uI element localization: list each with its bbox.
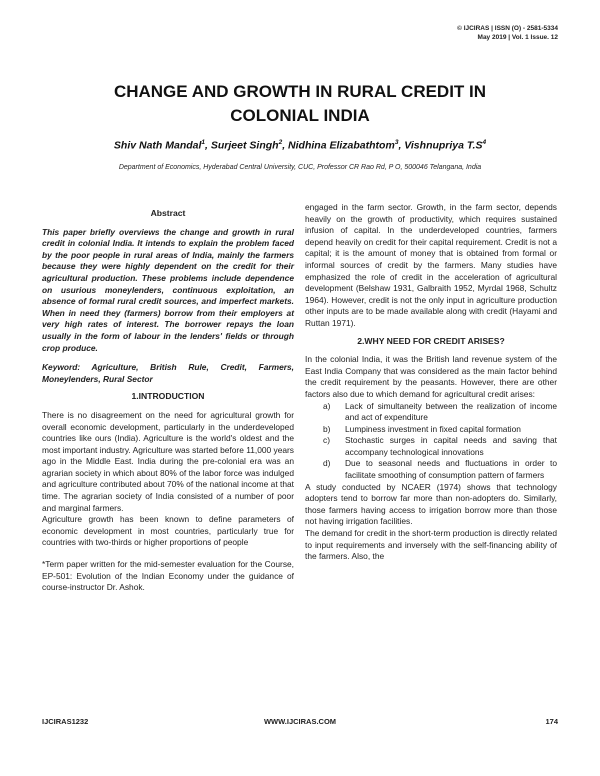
footnote: *Term paper written for the mid-semester evaluation for the Course, EP-501: Evolution of the Indian Economy under the guidance of course-instructor Dr. Ashok.	[42, 559, 294, 593]
right-paragraph-1: engaged in the farm sector. Growth, in the farm sector, depends heavily on the growth of productivity, which requires sustained infusion of capital. In the underdeveloped countries, farmers depend heavily on credit for their capital requirement. Credit is not a capital; it is the amount of money that is obtained from formal or informal sources of credit by the farmers. Many studies have emphasized the role of credit in the acceleration of agricultural development (Belshaw 1931, Galbraith 1952, Myrdal 1968, Schultz 1964). However, credit is not the only input in agriculture production other inputs are to be made available along with credit (Hayami and Ruttan 1971).	[305, 202, 557, 328]
author-sup: 2	[278, 139, 283, 146]
paper-id: IJCIRAS1232	[42, 717, 89, 726]
list-item	[317, 458, 557, 481]
intro-paragraph-2: Agriculture growth has been known to define parameters of economic development in most countries, particularly true for countries with two-thirds or higher proportions of people	[42, 514, 294, 548]
list-letter: a)	[323, 400, 331, 411]
journal-issn: © IJCIRAS | ISSN (O) - 2581-5334	[457, 25, 558, 32]
keywords: Keyword: Agriculture, British Rule, Credit, Farmers, Moneylenders, Rural Sector	[42, 362, 294, 384]
title-line-2: COLONIAL INDIA	[230, 106, 370, 125]
abstract-text: This paper briefly overviews the change and growth in rural credit in colonial India. It intends to explain the problem faced by the poor people in rural areas of India, mainly the farmers because they were highly dependent on the credit for their agricultural production. These problems include dependence on usurious moneylenders, continuous exploitation, an absence of formal rural credit sources, and imperfect markets. When in need they (farmers) borrow from their employers at very high rates of interest. The borrower repays the loan usually in the form of labour in the lenders' fields or through crop produce.	[42, 226, 294, 353]
list-letter: b)	[323, 423, 331, 434]
abstract-heading: Abstract	[150, 208, 186, 218]
journal-info	[457, 24, 558, 42]
list-text: Due to seasonal needs and fluctuations in order to facilitate smoothing of consumption pattern of farmers	[345, 458, 557, 481]
page-footer	[42, 717, 558, 729]
author-name: Shiv Nath Mandal	[113, 139, 202, 152]
intro-heading: 1.INTRODUCTION	[131, 391, 205, 402]
right-column	[305, 202, 557, 563]
right-paragraph-2: In the colonial India, it was the British land revenue system of the East India Company that was considered as the main factor behind the credit requirement by the peasants. However, there are other factors also due to which demand for agricultural credit arises:	[305, 354, 557, 399]
author-sup: 4	[482, 139, 487, 146]
author-name: Vishnupriya T.S	[404, 139, 483, 152]
right-paragraph-4: The demand for credit in the short-term production is directly related to input requirements and inversely with the self-financing ability of the farmers. Also, the	[305, 528, 557, 562]
list-item	[317, 435, 557, 458]
list-item	[317, 401, 557, 424]
list-item	[317, 424, 557, 436]
author-sup: 1	[201, 139, 206, 146]
page-number: 174	[545, 717, 558, 726]
author-sep: ,	[282, 139, 289, 152]
list-text: Lumpiness investment in fixed capital formation	[345, 423, 521, 434]
credit-causes-list	[305, 401, 557, 482]
list-text: Lack of simultaneity between the realization of income and act of expenditure	[345, 400, 557, 423]
website-link[interactable]: WWW.IJCIRAS.COM	[263, 717, 337, 726]
author-name: Surjeet Singh	[210, 139, 279, 152]
author-name: Nidhina Elizabathtom	[288, 139, 395, 152]
journal-issue: May 2019 | Vol. 1 Issue. 12	[477, 34, 558, 41]
list-letter: d)	[323, 458, 331, 469]
author-sep: ,	[205, 139, 211, 152]
author-list	[40, 139, 560, 152]
left-column	[42, 202, 294, 594]
paper-title	[40, 80, 560, 128]
author-sup: 3	[394, 139, 399, 146]
list-text: Stochastic surges in capital needs and saving that accompany technological innovations	[345, 435, 557, 457]
title-line-1: CHANGE AND GROWTH IN RURAL CREDIT IN	[113, 82, 487, 101]
list-letter: c)	[323, 435, 330, 446]
right-paragraph-3: A study conducted by NCAER (1974) shows that technology adopters tend to borrow far more than non-adopters do. Similarly, those farmers having access to irrigation borrow more than those not having irrigation facilities.	[305, 481, 557, 527]
affiliation: Department of Economics, Hyderabad Central University, CUC, Professor CR Rao Rd, P O, 500046 Telangana, India	[118, 164, 482, 171]
author-sep: ,	[398, 139, 405, 152]
section2-heading: 2.WHY NEED FOR CREDIT ARISES?	[357, 335, 505, 346]
intro-paragraph-1: There is no disagreement on the need for agricultural growth for overall economic development, particularly in the underdeveloped countries like ours (India). Agriculture is the world's oldest and the most important industry. Agriculture was started before 11,000 years ago in the Middle East. India during the pre-colonial era was an agrarian society in which about 80% of the labor force was indulged and agriculture contributed about 70% of the national income at that time. The agrarian society of India consisted of a number of poor and marginal farmers.	[42, 409, 294, 513]
